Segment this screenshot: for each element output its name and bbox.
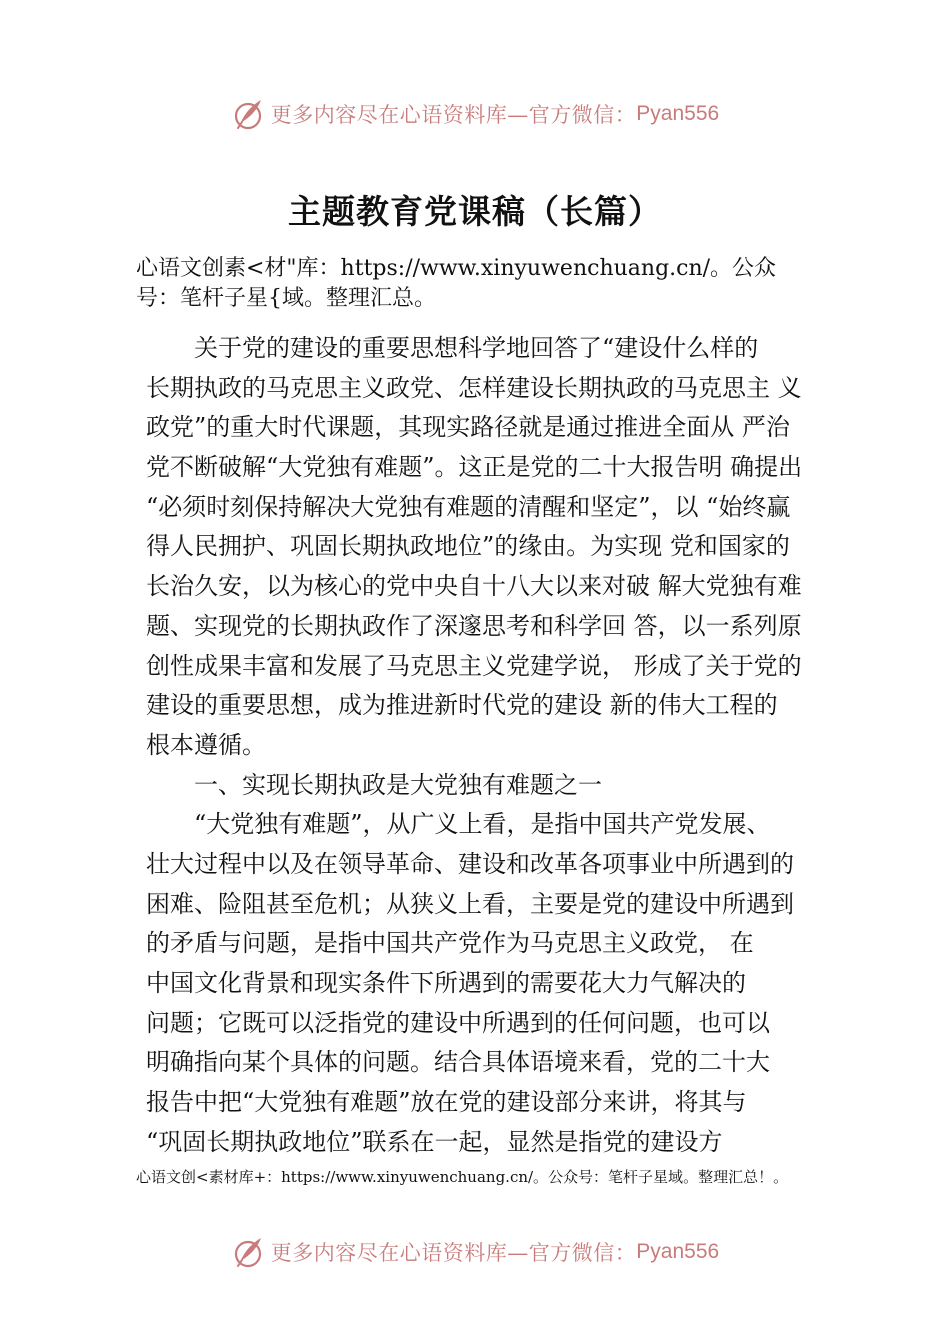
body-line: 一、实现长期执政是大党独有难题之一 bbox=[194, 770, 602, 799]
banner-text: 更多内容尽在心语资料库—官方微信： bbox=[270, 103, 637, 127]
body-line: 关于党的建设的重要思想科学地回答了“建设什么样的 bbox=[194, 334, 759, 362]
source-note bbox=[136, 254, 836, 314]
source-line: 心语文创素<材"库：https://www.xinyuwenchuang.cn/。公众 bbox=[136, 256, 777, 281]
header-banner bbox=[0, 92, 950, 136]
banner-text: 更多内容尽在心语资料库—官方微信： bbox=[270, 1241, 637, 1265]
body-line: “必须时刻保持解决大党独有难题的清醒和坚定”，以 “始终赢 bbox=[146, 492, 791, 521]
footer-banner bbox=[0, 1230, 950, 1274]
body-line: 的矛盾与问题，是指中国共产党作为马克思主义政党， 在 bbox=[146, 929, 754, 958]
body-line: “巩固长期执政地位”联系在一起，显然是指党的建设方 bbox=[146, 1127, 723, 1156]
body-line: “大党独有难题”，从广义上看，是指中国共产党发展、 bbox=[194, 810, 771, 839]
body-text bbox=[146, 329, 846, 1162]
body-line: 题、实现党的长期执政作了深邃思考和科学回 答，以一系列原 bbox=[146, 611, 802, 640]
body-line: 明确指向某个具体的问题。结合具体语境来看，党的二十大 bbox=[146, 1048, 770, 1077]
body-line: 根本遵循。 bbox=[146, 730, 266, 759]
body-line: 壮大过程中以及在领导革命、建设和改革各项事业中所遇到的 bbox=[146, 849, 794, 878]
body-line: 得人民拥护、巩固长期执政地位”的缘由。为实现 党和国家的 bbox=[146, 532, 790, 561]
body-line: 党不断破解“大党独有难题”。这正是党的二十大报告明 确提出 bbox=[146, 453, 803, 482]
body-line: 长治久安，以为核心的党中央自十八大以来对破 解大党独有难 bbox=[146, 572, 802, 601]
body-line: 建设的重要思想，成为推进新时代党的建设 新的伟大工程的 bbox=[146, 691, 778, 720]
body-line: 政党”的重大时代课题，其现实路径就是通过推进全面从 严治 bbox=[146, 413, 790, 442]
body-line: 报告中把“大党独有难题”放在党的建设部分来讲，将其与 bbox=[146, 1088, 747, 1117]
body-line: 问题；它既可以泛指党的建设中所遇到的任何问题，也可以 bbox=[146, 1008, 770, 1037]
feather-pen-logo-icon bbox=[231, 97, 265, 131]
banner-wechat-id: Pyan556 bbox=[636, 1240, 720, 1263]
body-line: 困难、险阻甚至危机；从狭义上看，主要是党的建设中所遇到 bbox=[146, 889, 794, 918]
banner-wechat-id: Pyan556 bbox=[636, 102, 720, 125]
document-title: 主题教育党课稿（长篇） bbox=[288, 192, 662, 231]
footer-note: 心语文创<素材库+：https://www.xinyuwenchuang.cn/。公众号：笔杆子星域。整理汇总！。 bbox=[136, 1168, 789, 1186]
body-line: 长期执政的马克思主义政党、怎样建设长期执政的马克思主 义 bbox=[146, 373, 802, 402]
body-line: 创性成果丰富和发展了马克思主义党建学说， 形成了关于党的 bbox=[146, 651, 802, 680]
feather-pen-logo-icon bbox=[231, 1235, 265, 1269]
body-line: 中国文化背景和现实条件下所遇到的需要花大力气解决的 bbox=[146, 969, 746, 997]
source-line: 号：笔杆子星{域。整理汇总。 bbox=[136, 286, 436, 311]
